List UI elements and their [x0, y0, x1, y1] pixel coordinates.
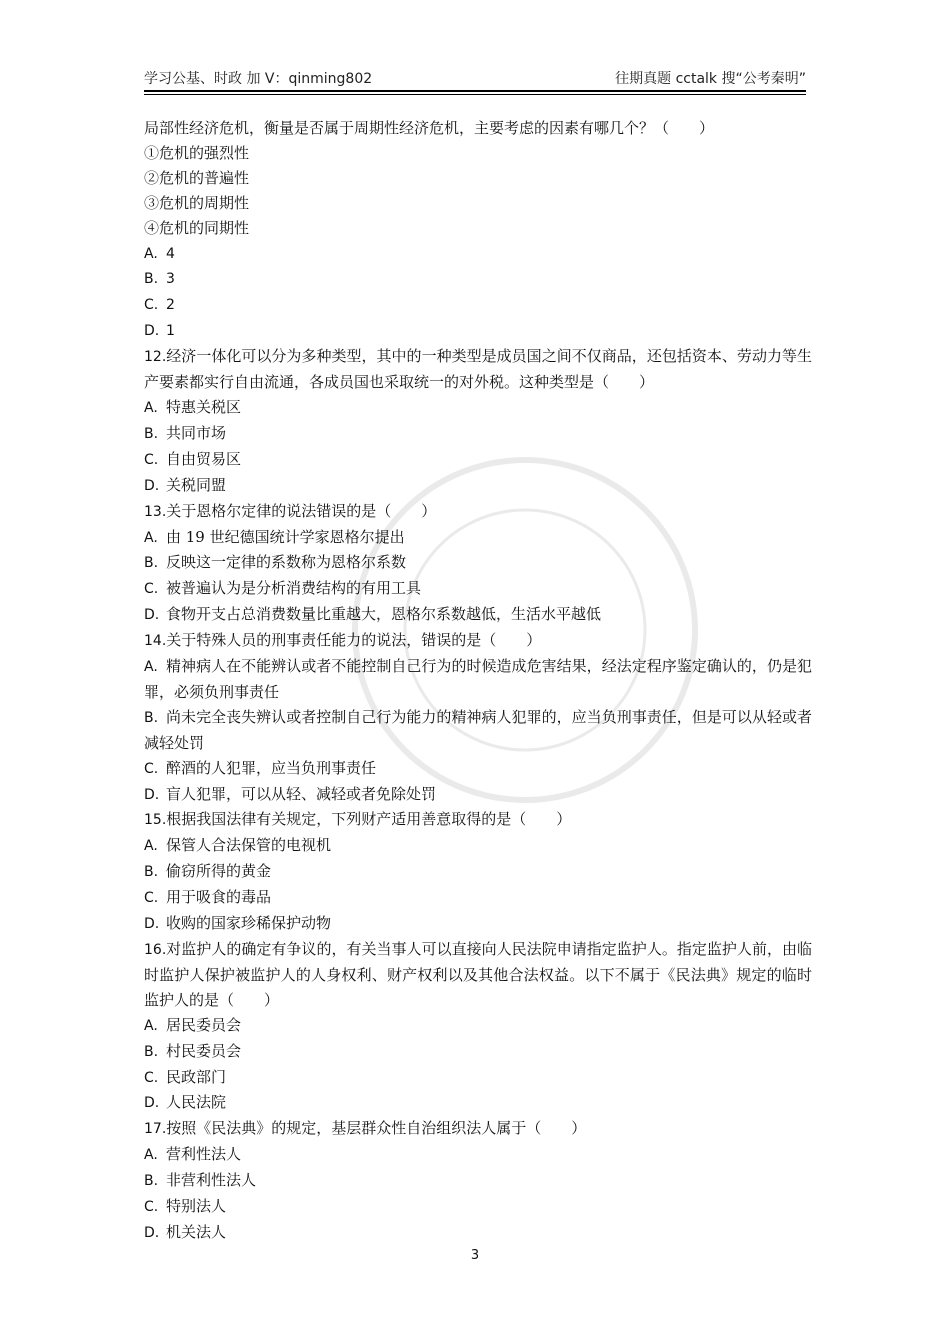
option-c: C. 特别法人: [144, 1197, 227, 1216]
header-rule-thick: [144, 90, 806, 92]
page-header: [144, 62, 806, 90]
option-b: B. 3: [144, 271, 175, 288]
question-item: ③危机的周期性: [144, 193, 250, 212]
question-item: ②危机的普遍性: [144, 168, 250, 187]
option-d: D. 食物开支占总消费数量比重越大，恩格尔系数越低，生活水平越低: [144, 605, 602, 624]
option-d: D. 关税同盟: [144, 475, 227, 494]
option-a: A. 由 19 世纪德国统计学家恩格尔提出: [144, 527, 405, 546]
question-17: [144, 1116, 812, 1246]
option-d: D. 1: [144, 323, 175, 340]
option-d: D. 机关法人: [144, 1222, 227, 1241]
option-c: C. 自由贸易区: [144, 449, 242, 468]
question-stem: 局部性经济危机，衡量是否属于周期性经济危机，主要考虑的因素有哪几个？（ ）: [144, 119, 715, 137]
option-a: A. 营利性法人: [144, 1145, 242, 1164]
header-right-text: 往期真题 cctalk 搜“公考秦明”: [615, 71, 806, 87]
question-stem: 14.关于特殊人员的刑事责任能力的说法，错误的是（ ）: [144, 631, 542, 650]
question-15: [144, 807, 812, 937]
question-stem: 15.根据我国法律有关规定，下列财产适用善意取得的是（ ）: [144, 810, 572, 829]
header-left-text: 学习公基、时政 加 V：qinming802: [144, 71, 373, 87]
option-d: D. 收购的国家珍稀保护动物: [144, 914, 332, 933]
question-16: [144, 937, 812, 1116]
question-13: [144, 499, 812, 629]
option-c: C. 被普遍认为是分析消费结构的有用工具: [144, 579, 422, 598]
question-14: [144, 628, 812, 807]
question-stem: 16.对监护人的确定有争议的，有关当事人可以直接向人民法院申请指定监护人。指定监护人前，由临时监护人保护被监护人的人身权利、财产权利以及其他合法权益。以下不属于《民法典》规定的临时监护人的是（ ）: [144, 940, 812, 1009]
option-a: A. 居民委员会: [144, 1015, 242, 1034]
option-b: B. 非营利性法人: [144, 1171, 257, 1190]
header-rule-thin: [144, 94, 806, 95]
option-b: B. 反映这一定律的系数称为恩格尔系数: [144, 553, 407, 572]
question-12: [144, 344, 812, 498]
option-a: A. 4: [144, 245, 175, 262]
question-content: [144, 116, 812, 1246]
option-b: B. 村民委员会: [144, 1041, 242, 1060]
option-b: B. 尚未完全丧失辨认或者控制自己行为能力的精神病人犯罪的，应当负刑事责任，但是可以从轻或者减轻处罚: [144, 707, 812, 752]
option-c: C. 2: [144, 297, 175, 314]
option-d: D. 人民法院: [144, 1093, 227, 1112]
question-item: ④危机的同期性: [144, 218, 250, 237]
option-c: C. 用于吸食的毒品: [144, 888, 272, 907]
question-11: [144, 116, 812, 344]
question-item: ①危机的强烈性: [144, 143, 250, 162]
option-c: C. 醉酒的人犯罪，应当负刑事责任: [144, 758, 377, 777]
option-a: A. 保管人合法保管的电视机: [144, 836, 332, 855]
question-stem: 12.经济一体化可以分为多种类型，其中的一种类型是成员国之间不仅商品，还包括资本、劳动力等生产要素都实行自由流通，各成员国也采取统一的对外税。这种类型是（ ）: [144, 347, 812, 392]
option-a: A. 特惠关税区: [144, 397, 242, 416]
question-stem: 17.按照《民法典》的规定，基层群众性自治组织法人属于（ ）: [144, 1119, 587, 1138]
option-b: B. 偷窃所得的黄金: [144, 862, 272, 881]
option-c: C. 民政部门: [144, 1067, 227, 1086]
option-d: D. 盲人犯罪，可以从轻、减轻或者免除处罚: [144, 784, 437, 803]
option-a: A. 精神病人在不能辨认或者不能控制自己行为的时候造成危害结果，经法定程序鉴定确认的，仍是犯罪，必须负刑事责任: [144, 657, 812, 701]
page-number: 3: [470, 1248, 480, 1263]
option-b: B. 共同市场: [144, 423, 227, 442]
question-stem: 13.关于恩格尔定律的说法错误的是（ ）: [144, 501, 437, 520]
